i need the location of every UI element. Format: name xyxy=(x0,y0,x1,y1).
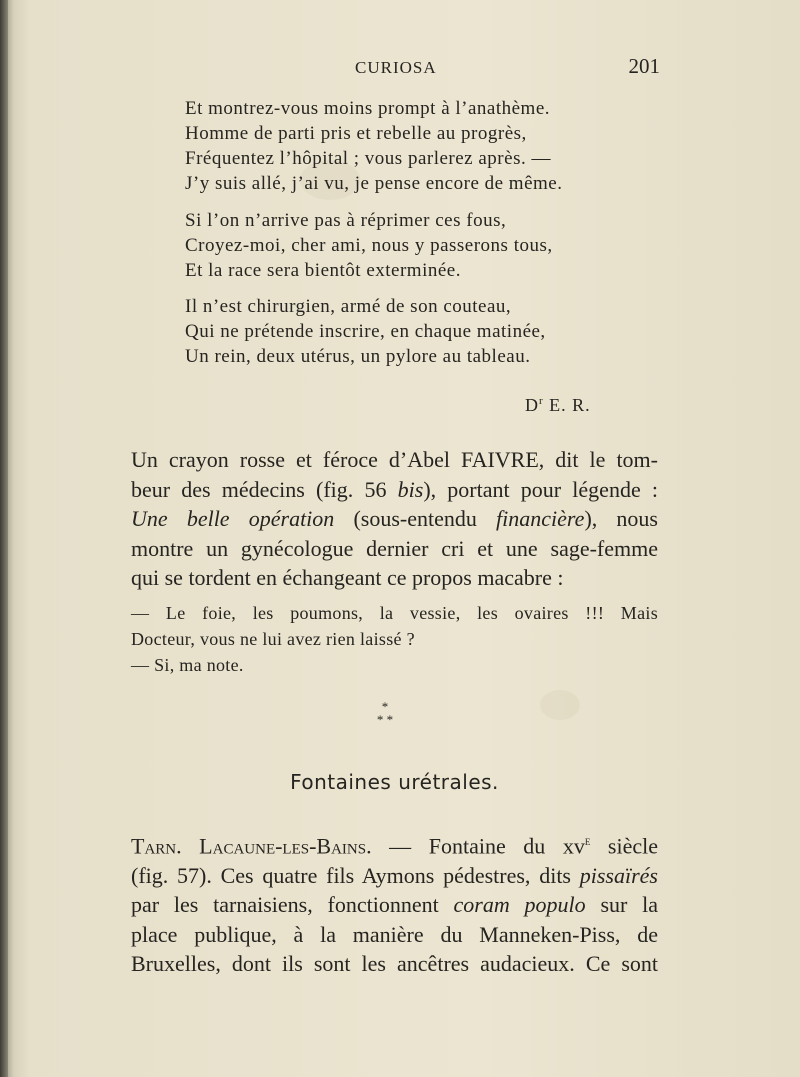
running-title: CURIOSA xyxy=(355,58,437,77)
poem-stanza-1 xyxy=(185,96,615,196)
verse-line: Croyez-moi, cher ami, nous y passerons tous, xyxy=(185,235,553,256)
paragraph-line: montre un gynécologue dernier cri et une sage-femme xyxy=(131,535,658,561)
verse-line: J’y suis allé, j’ai vu, je pense encore de même. xyxy=(185,173,563,194)
signature-title: D xyxy=(525,395,539,415)
italic-coram-populo: coram populo xyxy=(453,892,586,918)
paragraph-line: beur des médecins (fig. 56 bis), portant pour légende : xyxy=(131,476,658,502)
asterism-top: * xyxy=(381,699,389,714)
signature-title-sup: r xyxy=(539,395,544,407)
verse-line: Et la race sera bientôt exterminée. xyxy=(185,260,461,281)
page-number: 201 xyxy=(628,54,660,78)
italic-bis: bis xyxy=(397,476,424,502)
book-gutter xyxy=(0,0,8,1077)
verse-line: Qui ne prétende inscrire, en chaque matinée, xyxy=(185,321,546,342)
italic-financiere: financière xyxy=(496,506,585,531)
paragraph-faivre xyxy=(131,445,658,593)
verse-line: Homme de parti pris et rebelle au progrès, xyxy=(185,123,527,144)
verse-line: Si l’on n’arrive pas à réprimer ces fous, xyxy=(185,210,507,231)
paper-stain xyxy=(540,690,580,720)
poem-signature xyxy=(525,395,591,416)
asterism-divider xyxy=(370,700,400,726)
paragraph-line: Un crayon rosse et féroce d’Abel FAIVRE, dit le tom- xyxy=(131,447,658,472)
verse-line: Un rein, deux utérus, un pylore au tableau. xyxy=(185,346,531,367)
paragraph-line: place publique, à la manière du Manneken-Piss, de xyxy=(131,921,658,947)
asterism-bottom: * * xyxy=(376,712,394,727)
paragraph-line: Bruxelles, dont ils sont les ancêtres audacieux. Ce sont xyxy=(131,951,658,977)
paragraph-line: qui se tordent en échangeant ce propos macabre : xyxy=(131,565,564,590)
dialogue-line: Docteur, vous ne lui avez rien laissé ? xyxy=(131,629,415,649)
paragraph-line: Une belle opération (sous-entendu financière), nous xyxy=(131,506,658,531)
paragraph-line: Tarn. Lacaune-les-Bains. — Fontaine du $xv^e$ siècle xyxy=(131,833,658,859)
dialogue-line: — Le foie, les poumons, la vessie, les ovaires !!! Mais xyxy=(131,603,658,623)
poem-stanza-3 xyxy=(185,294,615,369)
paragraph-line: (fig. 57). Ces quatre fils Aymons pédestres, dits pissaïrés xyxy=(131,862,658,888)
place-name: Tarn. Lacaune-les-Bains. xyxy=(131,833,372,859)
verse-line: Fréquentez l’hôpital ; vous parlerez après. — xyxy=(185,148,551,169)
dialogue-line: — Si, ma note. xyxy=(131,655,244,675)
paragraph-fontaines xyxy=(131,826,658,979)
page-header xyxy=(130,54,660,84)
section-title: Fontaines urétrales. xyxy=(290,770,499,794)
verse-line: Et montrez-vous moins prompt à l’anathème. xyxy=(185,98,551,119)
italic-pissaires: pissaïrés xyxy=(579,862,658,888)
dialogue-block xyxy=(131,600,658,678)
signature-name: E. R. xyxy=(543,395,591,415)
poem-stanza-2 xyxy=(185,208,615,283)
paragraph-line: par les tarnaisiens, fonctionnent coram populo sur la xyxy=(131,892,659,918)
italic-caption: Une belle opération xyxy=(131,506,335,531)
verse-line: Il n’est chirurgien, armé de son couteau, xyxy=(185,296,512,317)
